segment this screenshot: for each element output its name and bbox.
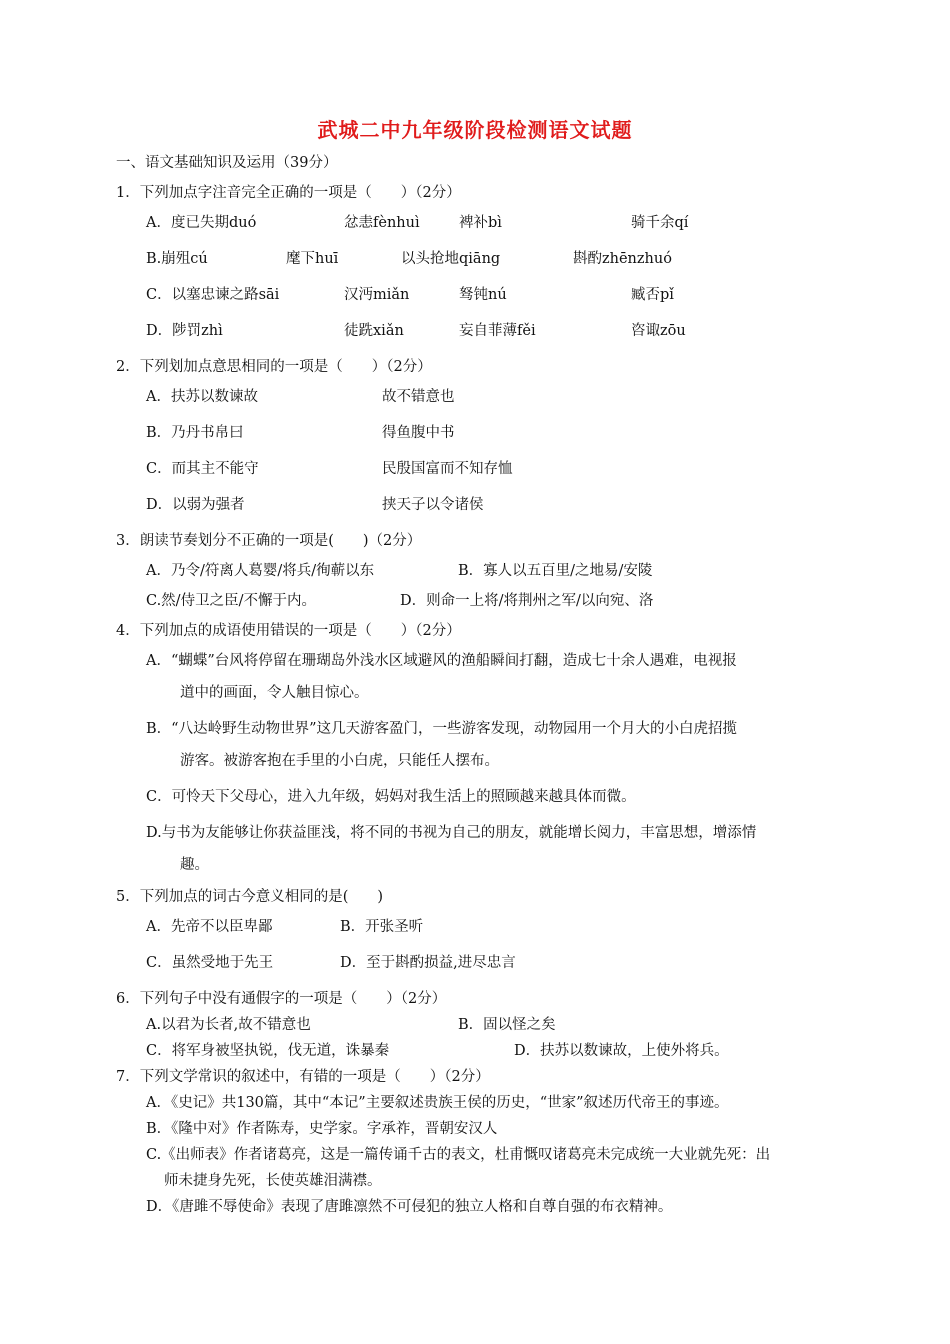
q1-d-3: 妄自菲薄fěi (459, 323, 536, 339)
q1-stem: 1．下列加点字注音完全正确的一项是（ ）（2分） (116, 185, 461, 201)
q2-d-2: 挟天子以令诸侯 (382, 497, 484, 513)
q6-stem: 6．下列句子中没有通假字的一项是（ ）（2分） (116, 991, 447, 1007)
q1-b-1: B.崩殂cú (146, 251, 208, 267)
q4-d-line1: D.与书为友能够让你获益匪浅，将不同的书视为自己的朋友，就能增长阅力，丰富思想，增添情 (146, 825, 757, 841)
q1-c-3: 驽钝nú (459, 287, 507, 303)
q3-a: A．乃令/符离人葛婴/将兵/徇蕲以东 (146, 563, 375, 579)
q5-stem: 5．下列加点的词古今意义相同的是( ) (116, 889, 384, 905)
q2-c-2: 民殷国富而不知存恤 (382, 461, 513, 477)
q6-b: B．固以怪之矣 (458, 1017, 556, 1033)
q6-a: A.以君为长者,故不错意也 (146, 1017, 311, 1033)
q1-b-3: 以头抢地qiāng (401, 251, 501, 267)
q1-a-4: 骑千余qí (631, 215, 689, 231)
q4-b-line2: 游客。被游客抱在手里的小白虎，只能任人摆布。 (180, 753, 499, 769)
section-heading: 一、语文基础知识及运用（39分） (116, 155, 338, 171)
q3-b: B．寡人以五百里/之地易/安陵 (458, 563, 653, 579)
q4-a-line2: 道中的画面，令人触目惊心。 (180, 685, 369, 701)
q3-d: D．则命一上将/将荆州之军/以向宛、洛 (400, 593, 654, 609)
q1-a-3: 裨补bì (459, 215, 502, 231)
q3-c: C.然/侍卫之臣/不懈于内。 (146, 593, 316, 609)
q4-stem: 4．下列加点的成语使用错误的一项是（ ）（2分） (116, 623, 461, 639)
q1-c-4: 臧否pǐ (631, 287, 674, 303)
q7-a: A．《史记》共130篇，其中“本记”主要叙述贵族王侯的历史，“世家”叙述历代帝王的事迹。 (146, 1095, 729, 1111)
q4-d-line2: 趣。 (180, 857, 209, 873)
q2-d-1: D．以弱为强者 (146, 497, 245, 513)
q7-c-line2: 师未捷身先死，长使英雄泪满襟。 (164, 1173, 382, 1189)
q6-c: C．将军身被坚执锐，伐无道，诛暴秦 (146, 1043, 390, 1059)
q1-b-2: 麾下huī (286, 251, 339, 267)
q2-b-1: B．乃丹书帛曰 (146, 425, 244, 441)
q2-c-1: C．而其主不能守 (146, 461, 259, 477)
q4-a-line1: A．“蝴蝶”台风将停留在珊瑚岛外浅水区域避风的渔船瞬间打翻，造成七十余人遇难，电视报 (146, 653, 737, 669)
q2-a-1: A．扶苏以数谏故 (146, 389, 258, 405)
q1-c-2: 汉沔miǎn (344, 287, 410, 303)
q4-b-line1: B．“八达岭野生动物世界”这几天游客盈门，一些游客发现，动物园用一个月大的小白虎招揽 (146, 721, 737, 737)
q1-b-4: 斟酌zhēnzhuó (573, 251, 672, 267)
q1-a-2: 忿恚fènhuì (344, 215, 420, 231)
q5-b: B．开张圣听 (340, 919, 424, 935)
q5-c: C．虽然受地于先王 (146, 955, 274, 971)
q2-stem: 2．下列划加点意思相同的一项是（ ）（2分） (116, 359, 432, 375)
page-title: 武城二中九年级阶段检测语文试题 (317, 118, 633, 142)
q5-d: D．至于斟酌损益,进尽忠言 (340, 955, 516, 971)
q7-b: B．《隆中对》作者陈寿，史学家。字承祚，晋朝安汉人 (146, 1121, 498, 1137)
q4-c: C．可怜天下父母心，进入九年级，妈妈对我生活上的照顾越来越具体而微。 (146, 789, 636, 805)
q1-d-1: D．陟罚zhì (146, 323, 223, 339)
q2-a-2: 故不错意也 (382, 389, 455, 405)
q1-c-1: C．以塞忠谏之路sāi (146, 287, 280, 303)
q1-a-1: A．度已失期duó (146, 215, 257, 231)
q6-d: D．扶苏以数谏故，上使外将兵。 (514, 1043, 729, 1059)
q3-stem: 3．朗读节奏划分不正确的一项是( )（2分） (116, 533, 422, 549)
q2-b-2: 得鱼腹中书 (382, 425, 455, 441)
q1-d-4: 咨诹zōu (631, 323, 686, 339)
q7-d: D．《唐雎不辱使命》表现了唐雎凛然不可侵犯的独立人格和自尊自强的布衣精神。 (146, 1199, 673, 1215)
q5-a: A．先帝不以臣卑鄙 (146, 919, 273, 935)
q1-d-2: 徒跣xiǎn (344, 323, 404, 339)
q7-stem: 7．下列文学常识的叙述中，有错的一项是（ ）（2分） (116, 1069, 490, 1085)
q7-c-line1: C.《出师表》作者诸葛亮，这是一篇传诵千古的表文，杜甫慨叹诸葛亮未完成统一大业就先死：出 (146, 1147, 771, 1163)
